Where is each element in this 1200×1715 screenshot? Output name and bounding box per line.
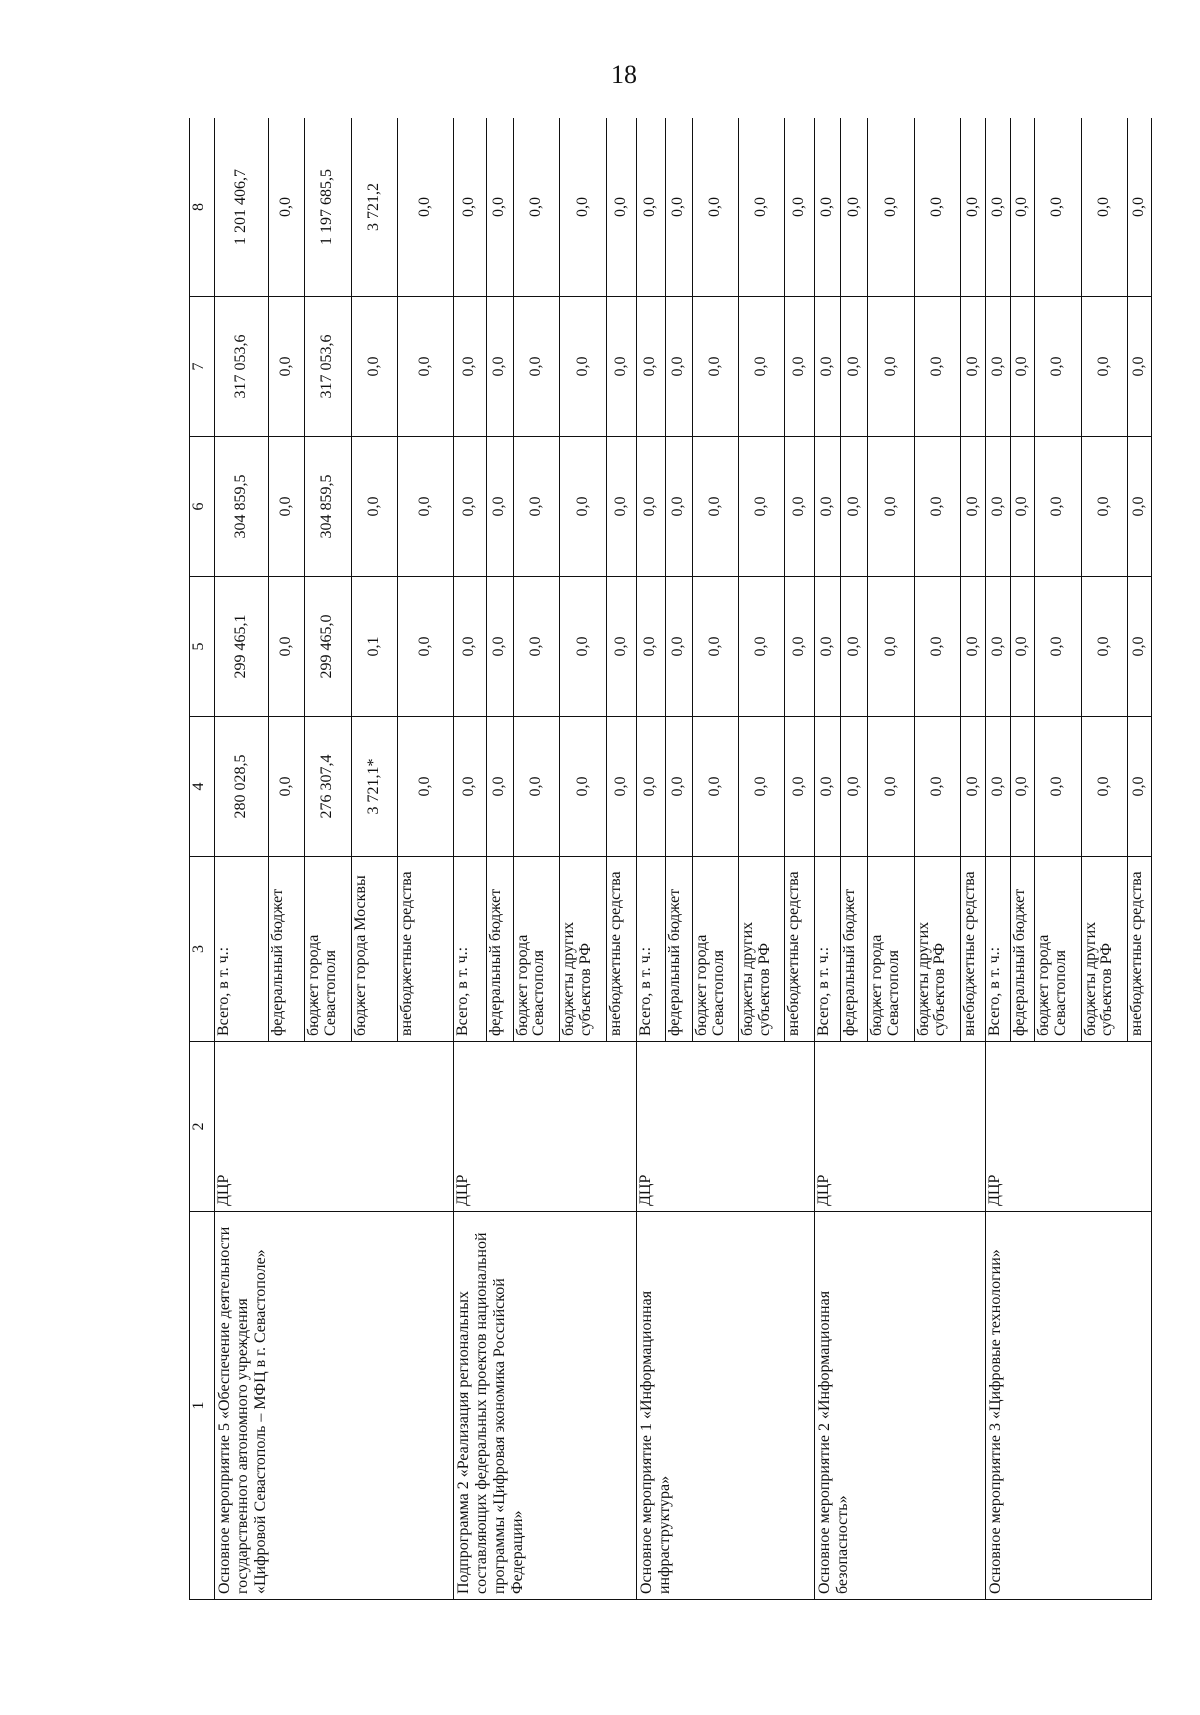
amount-cell-v8: 0,0 xyxy=(1081,118,1127,297)
amount-cell-v7: 0,0 xyxy=(914,297,960,437)
amount-cell-v6: 0,0 xyxy=(914,437,960,577)
amount-cell-v5: 0,0 xyxy=(268,577,305,717)
table-row xyxy=(636,118,665,1600)
amount-cell-v5: 0,0 xyxy=(1010,577,1034,717)
amount-cell-v5: 0,0 xyxy=(1081,577,1127,717)
executor-cell: ДЦР xyxy=(215,1042,454,1212)
amount-cell-v4: 0,0 xyxy=(739,717,785,857)
amount-cell-v8: 0,0 xyxy=(841,118,868,297)
amount-cell-v4: 0,0 xyxy=(960,717,986,857)
amount-cell-v6: 0,0 xyxy=(986,437,1010,577)
amount-cell-v4: 280 028,5 xyxy=(215,717,269,857)
amount-cell-v8: 0,0 xyxy=(1127,118,1151,297)
amount-cell-v8: 0,0 xyxy=(559,118,607,297)
funding-source-cell: Всего, в т. ч.: xyxy=(986,857,1010,1042)
header-col-6: 6 xyxy=(190,437,215,577)
funding-source-cell: федеральный бюджет xyxy=(268,857,305,1042)
amount-cell-v8: 0,0 xyxy=(914,118,960,297)
funding-source-cell: бюджеты других субъектов РФ xyxy=(914,857,960,1042)
amount-cell-v5: 0,0 xyxy=(692,577,738,717)
header-col-2: 2 xyxy=(190,1042,215,1212)
amount-cell-v5: 0,0 xyxy=(1035,577,1081,717)
amount-cell-v5: 0,0 xyxy=(559,577,607,717)
amount-cell-v5: 299 465,0 xyxy=(305,577,351,717)
amount-cell-v8: 0,0 xyxy=(739,118,785,297)
amount-cell-v5: 0,0 xyxy=(986,577,1010,717)
amount-cell-v8: 0,0 xyxy=(814,118,841,297)
amount-cell-v6: 0,0 xyxy=(486,437,513,577)
funding-source-cell: бюджеты других субъектов РФ xyxy=(739,857,785,1042)
amount-cell-v7: 0,0 xyxy=(636,297,665,437)
amount-cell-v4: 0,0 xyxy=(841,717,868,857)
header-col-4: 4 xyxy=(190,717,215,857)
amount-cell-v5: 0,0 xyxy=(1127,577,1151,717)
amount-cell-v7: 0,0 xyxy=(986,297,1010,437)
funding-source-cell: внебюджетные средства xyxy=(397,857,453,1042)
amount-cell-v5: 0,0 xyxy=(785,577,814,717)
funding-source-cell: внебюджетные средства xyxy=(1127,857,1151,1042)
funding-source-cell: Всего, в т. ч.: xyxy=(215,857,269,1042)
amount-cell-v7: 0,0 xyxy=(268,297,305,437)
amount-cell-v8: 0,0 xyxy=(665,118,692,297)
amount-cell-v6: 0,0 xyxy=(692,437,738,577)
amount-cell-v6: 0,0 xyxy=(351,437,397,577)
amount-cell-v5: 0,1 xyxy=(351,577,397,717)
amount-cell-v7: 0,0 xyxy=(351,297,397,437)
funding-source-cell: бюджеты других субъектов РФ xyxy=(559,857,607,1042)
amount-cell-v4: 0,0 xyxy=(1081,717,1127,857)
amount-cell-v6: 0,0 xyxy=(559,437,607,577)
amount-cell-v7: 0,0 xyxy=(513,297,559,437)
amount-cell-v7: 0,0 xyxy=(785,297,814,437)
funding-source-cell: внебюджетные средства xyxy=(785,857,814,1042)
amount-cell-v5: 0,0 xyxy=(607,577,636,717)
amount-cell-v8: 0,0 xyxy=(636,118,665,297)
amount-cell-v6: 0,0 xyxy=(1010,437,1034,577)
amount-cell-v6: 0,0 xyxy=(665,437,692,577)
amount-cell-v4: 0,0 xyxy=(785,717,814,857)
funding-source-cell: федеральный бюджет xyxy=(665,857,692,1042)
executor-cell: ДЦР xyxy=(636,1042,814,1212)
amount-cell-v4: 0,0 xyxy=(692,717,738,857)
amount-cell-v4: 0,0 xyxy=(397,717,453,857)
funding-source-cell: федеральный бюджет xyxy=(841,857,868,1042)
amount-cell-v5: 0,0 xyxy=(513,577,559,717)
header-col-1: 1 xyxy=(190,1212,215,1600)
amount-cell-v4: 0,0 xyxy=(1010,717,1034,857)
amount-cell-v5: 0,0 xyxy=(636,577,665,717)
table-row xyxy=(453,118,486,1600)
amount-cell-v8: 0,0 xyxy=(268,118,305,297)
header-col-8: 8 xyxy=(190,118,215,297)
program-title-cell: Подпрограмма 2 «Реализация региональных составляющих федеральных проектов национальной программы «Цифровая экономика Российской Федерации» xyxy=(453,1212,636,1600)
table-row xyxy=(986,118,1010,1600)
amount-cell-v6: 0,0 xyxy=(785,437,814,577)
amount-cell-v4: 3 721,1* xyxy=(351,717,397,857)
amount-cell-v7: 0,0 xyxy=(1035,297,1081,437)
funding-source-cell: внебюджетные средства xyxy=(960,857,986,1042)
amount-cell-v8: 0,0 xyxy=(397,118,453,297)
amount-cell-v7: 0,0 xyxy=(1127,297,1151,437)
amount-cell-v5: 0,0 xyxy=(739,577,785,717)
amount-cell-v6: 0,0 xyxy=(1035,437,1081,577)
amount-cell-v8: 0,0 xyxy=(1010,118,1034,297)
program-title-cell: Основное мероприятие 1 «Информационная инфраструктура» xyxy=(636,1212,814,1600)
amount-cell-v7: 0,0 xyxy=(841,297,868,437)
page-number: 18 xyxy=(611,60,637,89)
amount-cell-v7: 0,0 xyxy=(960,297,986,437)
amount-cell-v7: 317 053,6 xyxy=(305,297,351,437)
header-col-5: 5 xyxy=(190,577,215,717)
amount-cell-v6: 0,0 xyxy=(814,437,841,577)
amount-cell-v7: 0,0 xyxy=(559,297,607,437)
funding-source-cell: федеральный бюджет xyxy=(486,857,513,1042)
table-row xyxy=(215,118,269,1600)
amount-cell-v4: 0,0 xyxy=(607,717,636,857)
funding-source-cell: Всего, в т. ч.: xyxy=(636,857,665,1042)
amount-cell-v8: 1 201 406,7 xyxy=(215,118,269,297)
amount-cell-v4: 0,0 xyxy=(914,717,960,857)
amount-cell-v8: 0,0 xyxy=(1035,118,1081,297)
amount-cell-v7: 0,0 xyxy=(868,297,914,437)
funding-source-cell: бюджет города Севастополя xyxy=(513,857,559,1042)
amount-cell-v6: 304 859,5 xyxy=(305,437,351,577)
amount-cell-v5: 0,0 xyxy=(814,577,841,717)
amount-cell-v8: 0,0 xyxy=(986,118,1010,297)
amount-cell-v4: 0,0 xyxy=(268,717,305,857)
funding-source-cell: бюджет города Севастополя xyxy=(868,857,914,1042)
amount-cell-v4: 0,0 xyxy=(486,717,513,857)
amount-cell-v7: 0,0 xyxy=(665,297,692,437)
header-col-3: 3 xyxy=(190,857,215,1042)
funding-source-cell: бюджет города Севастополя xyxy=(305,857,351,1042)
amount-cell-v4: 0,0 xyxy=(868,717,914,857)
amount-cell-v4: 276 307,4 xyxy=(305,717,351,857)
budget-table xyxy=(189,118,1152,1600)
funding-source-cell: Всего, в т. ч.: xyxy=(814,857,841,1042)
amount-cell-v4: 0,0 xyxy=(559,717,607,857)
table-row xyxy=(814,118,841,1600)
amount-cell-v5: 0,0 xyxy=(841,577,868,717)
amount-cell-v4: 0,0 xyxy=(1127,717,1151,857)
amount-cell-v6: 0,0 xyxy=(868,437,914,577)
header-col-7: 7 xyxy=(190,297,215,437)
amount-cell-v7: 0,0 xyxy=(1010,297,1034,437)
amount-cell-v4: 0,0 xyxy=(1035,717,1081,857)
amount-cell-v7: 0,0 xyxy=(739,297,785,437)
amount-cell-v8: 0,0 xyxy=(960,118,986,297)
table-body xyxy=(215,118,1152,1600)
amount-cell-v6: 0,0 xyxy=(513,437,559,577)
amount-cell-v4: 0,0 xyxy=(665,717,692,857)
amount-cell-v5: 0,0 xyxy=(397,577,453,717)
funding-source-cell: бюджет города Москвы xyxy=(351,857,397,1042)
amount-cell-v8: 0,0 xyxy=(513,118,559,297)
amount-cell-v5: 0,0 xyxy=(486,577,513,717)
amount-cell-v8: 0,0 xyxy=(486,118,513,297)
amount-cell-v8: 3 721,2 xyxy=(351,118,397,297)
executor-cell: ДЦР xyxy=(986,1042,1152,1212)
amount-cell-v7: 0,0 xyxy=(814,297,841,437)
table-header xyxy=(190,118,215,1600)
funding-source-cell: Всего, в т. ч.: xyxy=(453,857,486,1042)
funding-source-cell: внебюджетные средства xyxy=(607,857,636,1042)
amount-cell-v6: 0,0 xyxy=(268,437,305,577)
funding-source-cell: федеральный бюджет xyxy=(1010,857,1034,1042)
program-title-cell: Основное мероприятие 3 «Цифровые технологии» xyxy=(986,1212,1152,1600)
amount-cell-v7: 0,0 xyxy=(397,297,453,437)
amount-cell-v6: 0,0 xyxy=(841,437,868,577)
amount-cell-v4: 0,0 xyxy=(986,717,1010,857)
amount-cell-v7: 0,0 xyxy=(453,297,486,437)
amount-cell-v6: 304 859,5 xyxy=(215,437,269,577)
amount-cell-v8: 0,0 xyxy=(692,118,738,297)
amount-cell-v6: 0,0 xyxy=(960,437,986,577)
rotated-table-wrapper xyxy=(189,118,1152,1600)
amount-cell-v6: 0,0 xyxy=(1081,437,1127,577)
amount-cell-v8: 0,0 xyxy=(868,118,914,297)
amount-cell-v8: 0,0 xyxy=(785,118,814,297)
amount-cell-v4: 0,0 xyxy=(814,717,841,857)
amount-cell-v8: 0,0 xyxy=(453,118,486,297)
amount-cell-v4: 0,0 xyxy=(453,717,486,857)
executor-cell: ДЦР xyxy=(453,1042,636,1212)
amount-cell-v8: 1 197 685,5 xyxy=(305,118,351,297)
funding-source-cell: бюджет города Севастополя xyxy=(1035,857,1081,1042)
amount-cell-v6: 0,0 xyxy=(607,437,636,577)
amount-cell-v6: 0,0 xyxy=(636,437,665,577)
amount-cell-v6: 0,0 xyxy=(397,437,453,577)
amount-cell-v5: 0,0 xyxy=(868,577,914,717)
amount-cell-v5: 0,0 xyxy=(960,577,986,717)
amount-cell-v6: 0,0 xyxy=(739,437,785,577)
amount-cell-v5: 0,0 xyxy=(665,577,692,717)
amount-cell-v7: 0,0 xyxy=(486,297,513,437)
funding-source-cell: бюджет города Севастополя xyxy=(692,857,738,1042)
header-row xyxy=(190,118,215,1600)
executor-cell: ДЦР xyxy=(814,1042,986,1212)
amount-cell-v4: 0,0 xyxy=(513,717,559,857)
program-title-cell: Основное мероприятие 5 «Обеспечение деятельности государственного автономного учреждения «Цифровой Севастополь – МФЦ в г. Севастополе» xyxy=(215,1212,454,1600)
amount-cell-v6: 0,0 xyxy=(1127,437,1151,577)
amount-cell-v7: 0,0 xyxy=(607,297,636,437)
amount-cell-v5: 299 465,1 xyxy=(215,577,269,717)
amount-cell-v7: 0,0 xyxy=(692,297,738,437)
funding-source-cell: бюджеты других субъектов РФ xyxy=(1081,857,1127,1042)
amount-cell-v7: 0,0 xyxy=(1081,297,1127,437)
amount-cell-v5: 0,0 xyxy=(453,577,486,717)
amount-cell-v5: 0,0 xyxy=(914,577,960,717)
amount-cell-v8: 0,0 xyxy=(607,118,636,297)
program-title-cell: Основное мероприятие 2 «Информационная безопасность» xyxy=(814,1212,986,1600)
rotated-table-frame xyxy=(189,118,1152,1600)
amount-cell-v7: 317 053,6 xyxy=(215,297,269,437)
amount-cell-v6: 0,0 xyxy=(453,437,486,577)
amount-cell-v4: 0,0 xyxy=(636,717,665,857)
